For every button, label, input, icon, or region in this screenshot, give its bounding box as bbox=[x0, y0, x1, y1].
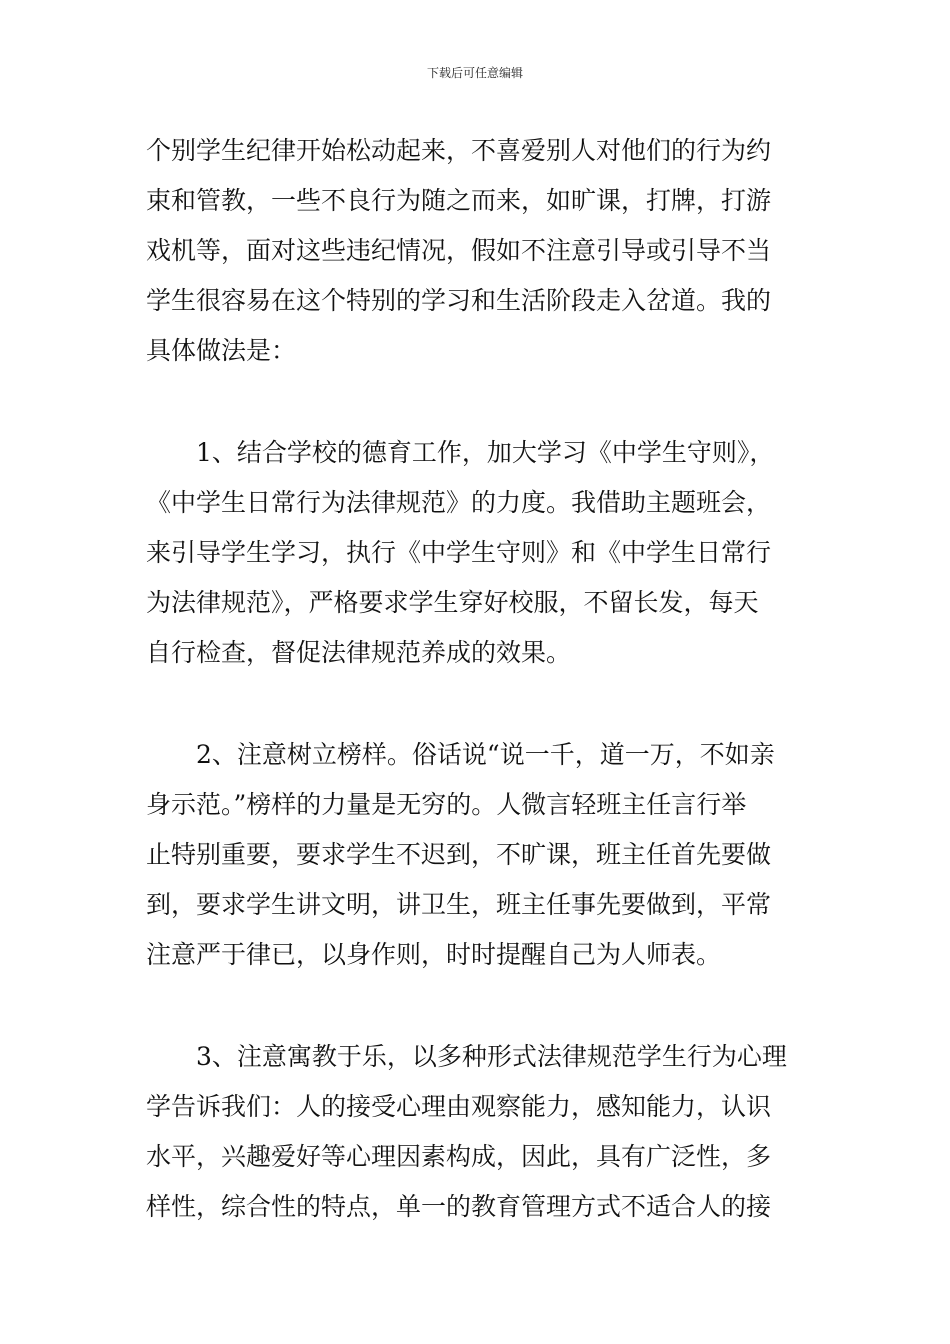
text-line: 为法律规范》，严格要求学生穿好校服，不留长发，每天 bbox=[146, 588, 759, 617]
text-line: 《中学生日常行为法律规范》的力度。我借助主题班会， bbox=[146, 488, 772, 517]
document-body bbox=[146, 126, 811, 1232]
paragraph-gap bbox=[146, 980, 811, 1032]
text-line: 注意严于律已，以身作则，时时提醒自己为人师表。 bbox=[146, 940, 722, 969]
text-line: 来引导学生学习，执行《中学生守则》和《中学生日常行 bbox=[146, 538, 772, 567]
text-line: 1、结合学校的德育工作，加大学习《中学生守则》， bbox=[196, 438, 775, 467]
text-line: 束和管教，一些不良行为随之而来，如旷课，打牌，打游 bbox=[146, 186, 772, 215]
text-line: 个别学生纪律开始松动起来，不喜爱别人对他们的行为约 bbox=[146, 136, 772, 165]
text-line: 3、注意寓教于乐，以多种形式法律规范学生行为心理 bbox=[196, 1042, 787, 1071]
text-line: 样性，综合性的特点，单一的教育管理方式不适合人的接 bbox=[146, 1192, 772, 1221]
text-line: 到，要求学生讲文明，讲卫生，班主任事先要做到，平常 bbox=[146, 890, 772, 919]
page-header: 下载后可任意编辑 bbox=[426, 66, 523, 80]
text-line: 戏机等，面对这些违纪情况，假如不注意引导或引导不当 bbox=[146, 236, 772, 265]
paragraph-item-2 bbox=[146, 730, 811, 980]
text-line: 学生很容易在这个特别的学习和生活阶段走入岔道。我的 bbox=[146, 286, 772, 315]
text-line: 具体做法是： bbox=[146, 336, 297, 365]
paragraph-item-3 bbox=[146, 1032, 811, 1232]
text-line: 水平，兴趣爱好等心理因素构成，因此，具有广泛性，多 bbox=[146, 1142, 772, 1171]
paragraph-gap bbox=[146, 376, 811, 428]
text-line: 2、注意树立榜样。俗话说“说一千，道一万，不如亲 bbox=[196, 740, 775, 769]
text-line: 身示范。”榜样的力量是无穷的。人微言轻班主任言行举 bbox=[146, 790, 747, 819]
text-line: 止特别重要，要求学生不迟到，不旷课，班主任首先要做 bbox=[146, 840, 772, 869]
text-line: 自行检查，督促法律规范养成的效果。 bbox=[146, 638, 572, 667]
paragraph-item-1 bbox=[146, 428, 811, 678]
paragraph-intro bbox=[146, 126, 811, 376]
paragraph-gap bbox=[146, 678, 811, 730]
text-line: 学告诉我们：人的接受心理由观察能力，感知能力，认识 bbox=[146, 1092, 772, 1121]
